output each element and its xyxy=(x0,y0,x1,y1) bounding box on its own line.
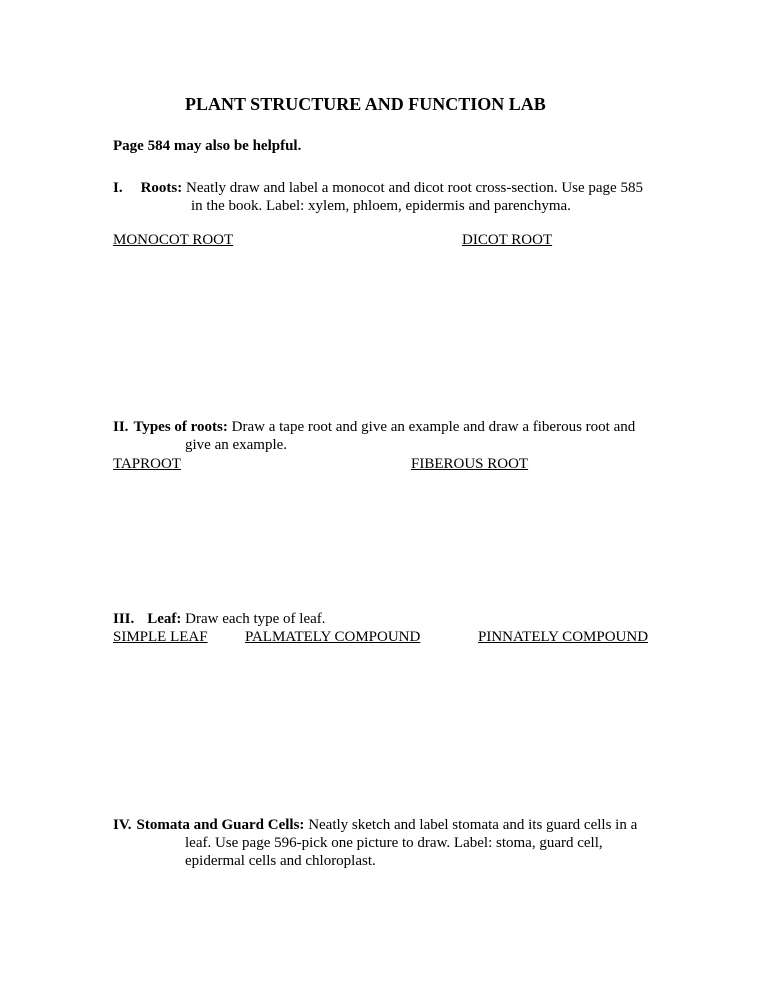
label-simple-leaf: SIMPLE LEAF xyxy=(113,629,208,645)
section-roots-instruction: Neatly draw and label a monocot and dicot root cross-section. Use page 585 xyxy=(182,180,643,196)
section-types-of-roots-line2: give an example. xyxy=(185,437,288,453)
section-types-instruction: Draw a tape root and give an example and draw a fiberous root and xyxy=(227,419,636,435)
label-dicot-root: DICOT ROOT xyxy=(462,232,553,248)
section-types-heading: Types of roots: xyxy=(133,419,228,435)
section-types-of-roots-line1 xyxy=(113,418,635,436)
section-leaf-heading: Leaf: xyxy=(147,611,182,627)
label-fiberous-root: FIBEROUS ROOT xyxy=(411,456,529,472)
section-roots-numeral: I. xyxy=(113,180,123,196)
section-leaf-numeral: III. xyxy=(113,611,135,627)
label-palmately-compound: PALMATELY COMPOUND xyxy=(245,629,421,645)
section-stomata-line2: leaf. Use page 596-pick one picture to draw. Label: stoma, guard cell, xyxy=(185,835,603,851)
page-note: Page 584 may also be helpful. xyxy=(113,138,302,154)
label-pinnately-compound: PINNATELY COMPOUND xyxy=(478,629,649,645)
label-monocot-root: MONOCOT ROOT xyxy=(113,232,234,248)
section-roots-line1 xyxy=(113,179,643,197)
section-stomata-instruction: Neatly sketch and label stomata and its guard cells in a xyxy=(304,817,638,833)
section-roots-heading: Roots: xyxy=(140,180,183,196)
section-stomata-line1 xyxy=(113,816,637,834)
section-stomata-numeral: IV. xyxy=(113,817,132,833)
page-title: PLANT STRUCTURE AND FUNCTION LAB xyxy=(185,94,546,114)
section-roots-line2: in the book. Label: xylem, phloem, epidermis and parenchyma. xyxy=(191,198,571,214)
section-stomata-heading: Stomata and Guard Cells: xyxy=(136,817,305,833)
label-taproot: TAPROOT xyxy=(113,456,181,472)
section-leaf-line1 xyxy=(113,610,326,628)
section-types-numeral: II. xyxy=(113,419,129,435)
section-leaf-instruction: Draw each type of leaf. xyxy=(181,611,326,627)
section-stomata-line3: epidermal cells and chloroplast. xyxy=(185,853,376,869)
